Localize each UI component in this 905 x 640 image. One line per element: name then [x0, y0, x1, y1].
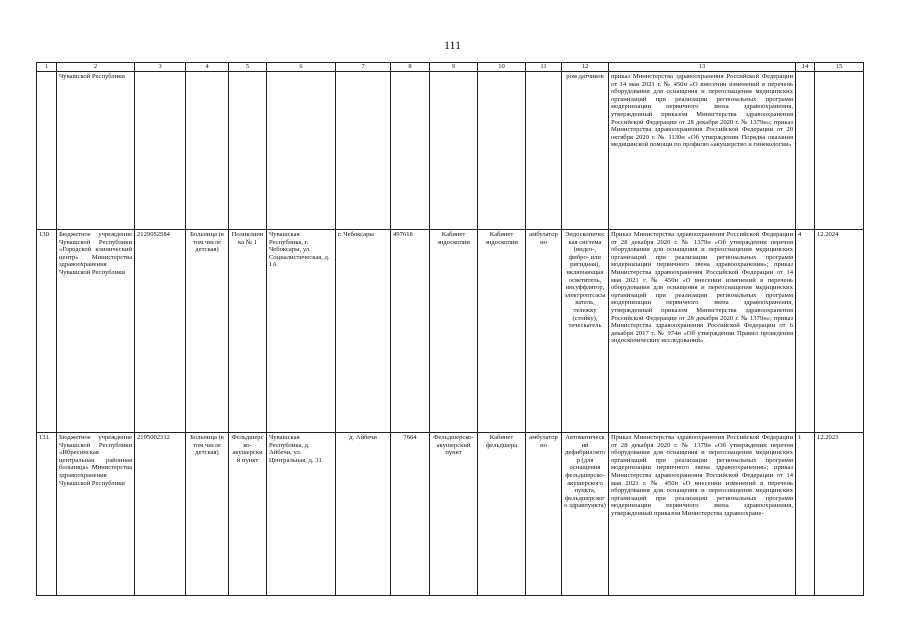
cell-regulation: приказ Министерства здравоохранения Российской Федерации от 14 мая 2021 г. № 450н «О внесении изменений в перечень оборудования для оснащения и переоснащения медицинских организаций при реализации региональных программ модернизации первичного звена здравоохранения, утвержденный приказом Министерства здравоохранения Российской Федерации от 28 декабря 2020 г. № 1379н»; приказ Министерства здравоохранения Российской Федерации от 20 октября 2020 г. № 1130н «Об утверждении Порядка оказания медицинской помощи по профилю «акушерство и гинекология»	[609, 72, 796, 230]
col-header: 1	[37, 63, 57, 72]
cell-quantity: 1	[796, 433, 815, 596]
cell-care-form	[526, 72, 562, 230]
cell-address: Чувашская Республика, д. Айбечи, ул. Центральная, д. 31	[267, 433, 336, 596]
cell-population: 497618	[391, 230, 430, 433]
cell-regulation: Приказ Министерства здравоохранения Российской Федерации от 28 декабря 2020 г. № 1379н «Об утверждении перечня оборудования для оснащения и переоснащения медицинских организаций при реализации региональных программ модернизации первичного звена здравоохранения»; приказ Министерства здравоохранения Российской Федерации от 14 мая 2021 г. № 450н «О внесении изменений в перечень оборудования для оснащения и переоснащения медицинских организаций при реализации региональных программ модернизации первичного звена здравоохранения, утвержденный приказом Министерства здравоохранения Российской Федерации от 28 декабря 2020 г. № 1379н»; приказ Министерства здравоохранения Российской Федерации от 6 декабря 2017 г. № 974н «Об утверждении Правил проведения эндоскопических исследований»	[609, 230, 796, 433]
cell-room	[430, 72, 478, 230]
col-header: 6	[267, 63, 336, 72]
cell-room-type: Кабинет эндоскопии	[478, 230, 526, 433]
cell-date: 12.2023	[815, 433, 864, 596]
cell-room-type: Кабинет фельдшера	[478, 433, 526, 596]
cell-population	[391, 72, 430, 230]
cell-date: 12.2024	[815, 230, 864, 433]
cell-room: Кабинет эндоскопии	[430, 230, 478, 433]
cell-institution: Бюджетное учреждение Чувашской Республики «Городской клинический центр» Министерства здравоохранения Чувашской Республики	[57, 230, 135, 433]
cell-number	[37, 72, 57, 230]
cell-inn: 2105002312	[135, 433, 186, 596]
cell-address: Чувашская Республика, г. Чебоксары, ул. Социалистическая, д. 1А	[267, 230, 336, 433]
cell-room-type	[478, 72, 526, 230]
cell-inn	[135, 72, 186, 230]
table-row	[37, 230, 864, 433]
cell-unit: Фельдшерско-акушерский пункт	[229, 433, 267, 596]
cell-unit	[229, 72, 267, 230]
cell-locality: г. Чебоксары	[336, 230, 391, 433]
cell-address	[267, 72, 336, 230]
cell-population: 7664	[391, 433, 430, 596]
cell-quantity	[796, 72, 815, 230]
equipment-table	[36, 62, 864, 596]
cell-type: Больница (в том числе детская)	[186, 433, 229, 596]
cell-regulation: Приказ Министерства здравоохранения Российской Федерации от 28 декабря 2020 г. № 1379н «Об утверждении перечня оборудования для оснащения и переоснащения медицинских организаций при реализации региональных программ модернизации первичного звена здравоохранения»; приказ Министерства здравоохранения Российской Федерации от 14 мая 2021 г. № 450н «О внесении изменений в перечень оборудования для оснащения и переоснащения медицинских организаций при реализации региональных программ модернизации первичного звена здравоохранения, утвержденный приказом Министерства здравоохране-	[609, 433, 796, 596]
cell-unit: Поликлиника № 1	[229, 230, 267, 433]
col-header: 3	[135, 63, 186, 72]
cell-date	[815, 72, 864, 230]
table-row	[37, 72, 864, 230]
col-header: 2	[57, 63, 135, 72]
col-header: 13	[609, 63, 796, 72]
cell-equipment: Эндоскопическая система (видео-, фибро- или ригидная), включающая осветитель, инсуффлятор, электроотсасыватель, тележку (стойку), теческатель	[562, 230, 609, 433]
col-header: 10	[478, 63, 526, 72]
cell-number: 130.	[37, 230, 57, 433]
page-number: 111	[443, 38, 462, 52]
col-header: 9	[430, 63, 478, 72]
cell-institution: Чувашской Республики	[57, 72, 135, 230]
cell-quantity: 4	[796, 230, 815, 433]
col-header: 15	[815, 63, 864, 72]
cell-type	[186, 72, 229, 230]
col-header: 4	[186, 63, 229, 72]
col-header: 11	[526, 63, 562, 72]
cell-equipment: ром датчиков	[562, 72, 609, 230]
cell-number: 131.	[37, 433, 57, 596]
col-header: 14	[796, 63, 815, 72]
col-header: 12	[562, 63, 609, 72]
cell-locality	[336, 72, 391, 230]
column-number-row	[37, 63, 864, 72]
col-header: 8	[391, 63, 430, 72]
col-header: 5	[229, 63, 267, 72]
col-header: 7	[336, 63, 391, 72]
table-row	[37, 433, 864, 596]
cell-inn: 2129052584	[135, 230, 186, 433]
cell-type: Больница (в том числе детская)	[186, 230, 229, 433]
cell-care-form: амбулаторно	[526, 433, 562, 596]
cell-locality: д. Айбечи	[336, 433, 391, 596]
cell-equipment: Автоматический дефибриллятор (для оснащения фельдшерско-акушерского пункта, фельдшерского здравпункта)	[562, 433, 609, 596]
cell-room: Фельдшерско-акушерский пункт	[430, 433, 478, 596]
cell-care-form: амбулаторно	[526, 230, 562, 433]
cell-institution: Бюджетное учреждение Чувашской Республики «Ибресинская центральная районная больница» Министерства здравоохранения Чувашской Республики	[57, 433, 135, 596]
